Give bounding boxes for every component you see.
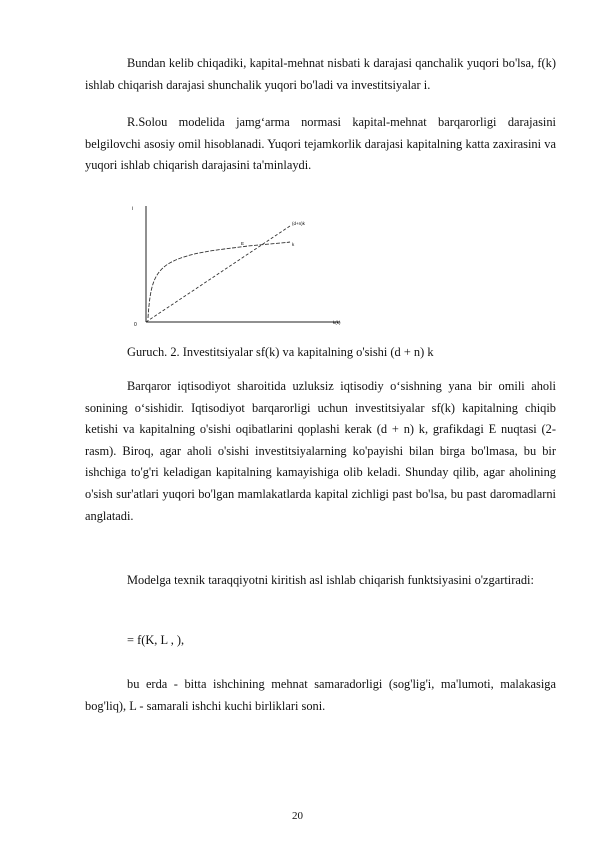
x-axis-label: k(k)	[333, 320, 341, 325]
formula: = f(K, L , ),	[127, 633, 185, 647]
investment-curve-label: k	[292, 242, 295, 247]
investment-growth-figure	[128, 198, 363, 330]
paragraph-2: R.Solou modelida jamg‘arma normasi kapital-mehnat barqarorligi darajasini belgilovchi asosiy omil hisoblanadi. Yuqori tejamkorlik darajasi kapitalning katta zaxirasini va yuqori ishlab chiqarish darajasini ta'minlaydi.	[85, 115, 556, 173]
depreciation-line	[146, 226, 290, 322]
paragraph-3: Barqaror iqtisodiyot sharoitida uzluksiz iqtisodiy o‘sishning yana bir omili aholi sonining o‘sishidir. Iqtisodiyot barqarorligi uchun investitsiyalar sf(k) kapitalning chiqib ketishi va kapitalning o'sishi oqibatlarini qoplashi kerak (d + n) k, grafikdagi E nuqtasi (2-rasm). Biroq, agar aholi o'sishi investitsiyalarning ko'payishi bilan birga bo'lmasa, bu bir ishchiga to'g'ri keladigan kapitalning kamayishiga olib keladi. Shunday qilib, agar aholining o'sish sur'atlari yuqori bo'lgan mamlakatlarda kapital zichligi past bo'lsa, bu past daromadlarni anglatadi.	[85, 379, 556, 523]
y-axis-label: i	[132, 206, 134, 212]
paragraph-5: bu erda - bitta ishchining mehnat samaradorligi (sog'lig'i, ma'lumoti, malakasiga bog'liq), L - samarali ishchi kuchi birliklari soni.	[85, 677, 556, 713]
page-number: 20	[292, 810, 303, 822]
depreciation-line-label: (d+n)k	[292, 221, 305, 226]
equilibrium-point-label: E	[241, 241, 245, 246]
figure-caption: Guruch. 2. Investitsiyalar sf(k) va kapitalning o'sishi (d + n) k	[127, 345, 434, 359]
origin-label: 0	[134, 322, 137, 328]
paragraph-1: Bundan kelib chiqadiki, kapital-mehnat nisbati k darajasi qanchalik yuqori bo'lsa, f(k) ishlab chiqarish darajasi shunchalik yuqori bo'ladi va investitsiyalar i.	[85, 56, 556, 92]
paragraph-4: Modelga texnik taraqqiyotni kiritish asl ishlab chiqarish funktsiyasini o'zgartiradi:	[127, 573, 534, 587]
